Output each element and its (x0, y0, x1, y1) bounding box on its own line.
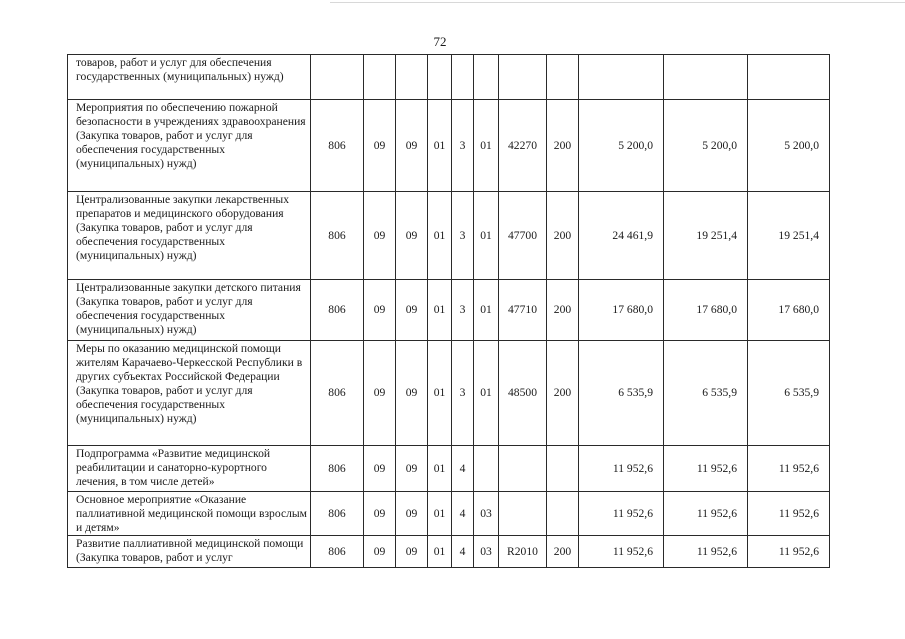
cell-ved (311, 55, 364, 100)
cell-year1: 11 952,6 (579, 536, 664, 568)
table-row (68, 100, 830, 192)
cell-year2: 6 535,9 (664, 341, 748, 446)
cell-csr-event: 01 (474, 192, 499, 280)
cell-pr: 09 (396, 492, 428, 536)
cell-csr-event: 03 (474, 536, 499, 568)
cell-csr-direction: R2010 (499, 536, 547, 568)
cell-rz: 09 (364, 280, 396, 341)
cell-year1: 6 535,9 (579, 341, 664, 446)
table-row (68, 55, 830, 100)
cell-rz: 09 (364, 492, 396, 536)
cell-ved: 806 (311, 192, 364, 280)
cell-ved: 806 (311, 100, 364, 192)
cell-year2: 19 251,4 (664, 192, 748, 280)
cell-ved: 806 (311, 492, 364, 536)
cell-pr: 09 (396, 280, 428, 341)
cell-vr: 200 (547, 100, 579, 192)
cell-year1: 5 200,0 (579, 100, 664, 192)
cell-csr-direction: 42270 (499, 100, 547, 192)
row-name: товаров, работ и услуг для обеспечения государственных (муниципальных) нужд) (68, 55, 311, 100)
cell-csr-direction: 47700 (499, 192, 547, 280)
cell-year3: 6 535,9 (748, 341, 830, 446)
cell-year2: 11 952,6 (664, 446, 748, 492)
cell-year1 (579, 55, 664, 100)
cell-rz: 09 (364, 536, 396, 568)
table-row (68, 536, 830, 568)
row-name: Централизованные закупки детского питания (Закупка товаров, работ и услуг для обеспечения государственных (муниципальных) нужд) (68, 280, 311, 341)
row-name: Основное мероприятие «Оказание паллиативной медицинской помощи взрослым и детям» (68, 492, 311, 536)
cell-ved: 806 (311, 280, 364, 341)
cell-vr (547, 492, 579, 536)
cell-csr-sub: 3 (452, 280, 474, 341)
cell-csr-direction (499, 55, 547, 100)
table-row (68, 446, 830, 492)
row-name: Централизованные закупки лекарственных препаратов и медицинского оборудования (Закупка товаров, работ и услуг для обеспечения государственных (муниципальных) нужд) (68, 192, 311, 280)
cell-year3 (748, 55, 830, 100)
table-row (68, 492, 830, 536)
cell-rz: 09 (364, 100, 396, 192)
cell-csr-program (428, 55, 452, 100)
cell-csr-direction (499, 446, 547, 492)
cell-year1: 11 952,6 (579, 446, 664, 492)
cell-csr-direction (499, 492, 547, 536)
cell-vr: 200 (547, 280, 579, 341)
cell-vr: 200 (547, 536, 579, 568)
cell-year1: 17 680,0 (579, 280, 664, 341)
cell-ved: 806 (311, 536, 364, 568)
cell-year2: 11 952,6 (664, 536, 748, 568)
cell-csr-event: 01 (474, 341, 499, 446)
cell-year3: 19 251,4 (748, 192, 830, 280)
cell-vr (547, 55, 579, 100)
cell-csr-program: 01 (428, 100, 452, 192)
cell-year2: 11 952,6 (664, 492, 748, 536)
cell-year1: 11 952,6 (579, 492, 664, 536)
cell-year3: 11 952,6 (748, 446, 830, 492)
cell-ved: 806 (311, 341, 364, 446)
cell-csr-event: 01 (474, 280, 499, 341)
table-row (68, 280, 830, 341)
cell-year2: 17 680,0 (664, 280, 748, 341)
cell-csr-direction: 48500 (499, 341, 547, 446)
cell-rz: 09 (364, 192, 396, 280)
table-row (68, 192, 830, 280)
row-name: Мероприятия по обеспечению пожарной безопасности в учреждениях здравоохранения (Закупка товаров, работ и услуг для обеспечения государственных (муниципальных) нужд) (68, 100, 311, 192)
cell-rz (364, 55, 396, 100)
cell-year3: 5 200,0 (748, 100, 830, 192)
cell-year3: 11 952,6 (748, 536, 830, 568)
cell-vr (547, 446, 579, 492)
row-name: Подпрограмма «Развитие медицинской реабилитации и санаторно-курортного лечения, в том числе детей» (68, 446, 311, 492)
cell-csr-program: 01 (428, 341, 452, 446)
cell-csr-event: 01 (474, 100, 499, 192)
cell-csr-sub: 4 (452, 536, 474, 568)
scan-edge-line (330, 2, 905, 3)
cell-csr-sub: 4 (452, 492, 474, 536)
cell-pr: 09 (396, 192, 428, 280)
cell-pr (396, 55, 428, 100)
cell-csr-program: 01 (428, 446, 452, 492)
row-name: Меры по оказанию медицинской помощи жителям Карачаево-Черкесской Республики в других субъектах Российской Федерации (Закупка товаров, работ и услуг для обеспечения государственных (муниципальных) нужд) (68, 341, 311, 446)
cell-csr-sub: 3 (452, 192, 474, 280)
cell-pr: 09 (396, 341, 428, 446)
cell-ved: 806 (311, 446, 364, 492)
cell-vr: 200 (547, 341, 579, 446)
cell-year1: 24 461,9 (579, 192, 664, 280)
table-row (68, 341, 830, 446)
cell-csr-program: 01 (428, 536, 452, 568)
cell-csr-event (474, 446, 499, 492)
cell-year2 (664, 55, 748, 100)
cell-csr-direction: 47710 (499, 280, 547, 341)
cell-csr-event: 03 (474, 492, 499, 536)
cell-csr-sub: 3 (452, 341, 474, 446)
cell-rz: 09 (364, 446, 396, 492)
page-number: 72 (433, 34, 447, 49)
cell-csr-program: 01 (428, 192, 452, 280)
cell-csr-event (474, 55, 499, 100)
cell-year3: 11 952,6 (748, 492, 830, 536)
cell-year3: 17 680,0 (748, 280, 830, 341)
cell-year2: 5 200,0 (664, 100, 748, 192)
cell-pr: 09 (396, 536, 428, 568)
cell-csr-sub: 3 (452, 100, 474, 192)
cell-csr-program: 01 (428, 492, 452, 536)
budget-table (67, 54, 830, 568)
cell-csr-program: 01 (428, 280, 452, 341)
cell-vr: 200 (547, 192, 579, 280)
cell-csr-sub: 4 (452, 446, 474, 492)
cell-pr: 09 (396, 446, 428, 492)
cell-csr-sub (452, 55, 474, 100)
cell-pr: 09 (396, 100, 428, 192)
row-name: Развитие паллиативной медицинской помощи (Закупка товаров, работ и услуг (68, 536, 311, 568)
cell-rz: 09 (364, 341, 396, 446)
